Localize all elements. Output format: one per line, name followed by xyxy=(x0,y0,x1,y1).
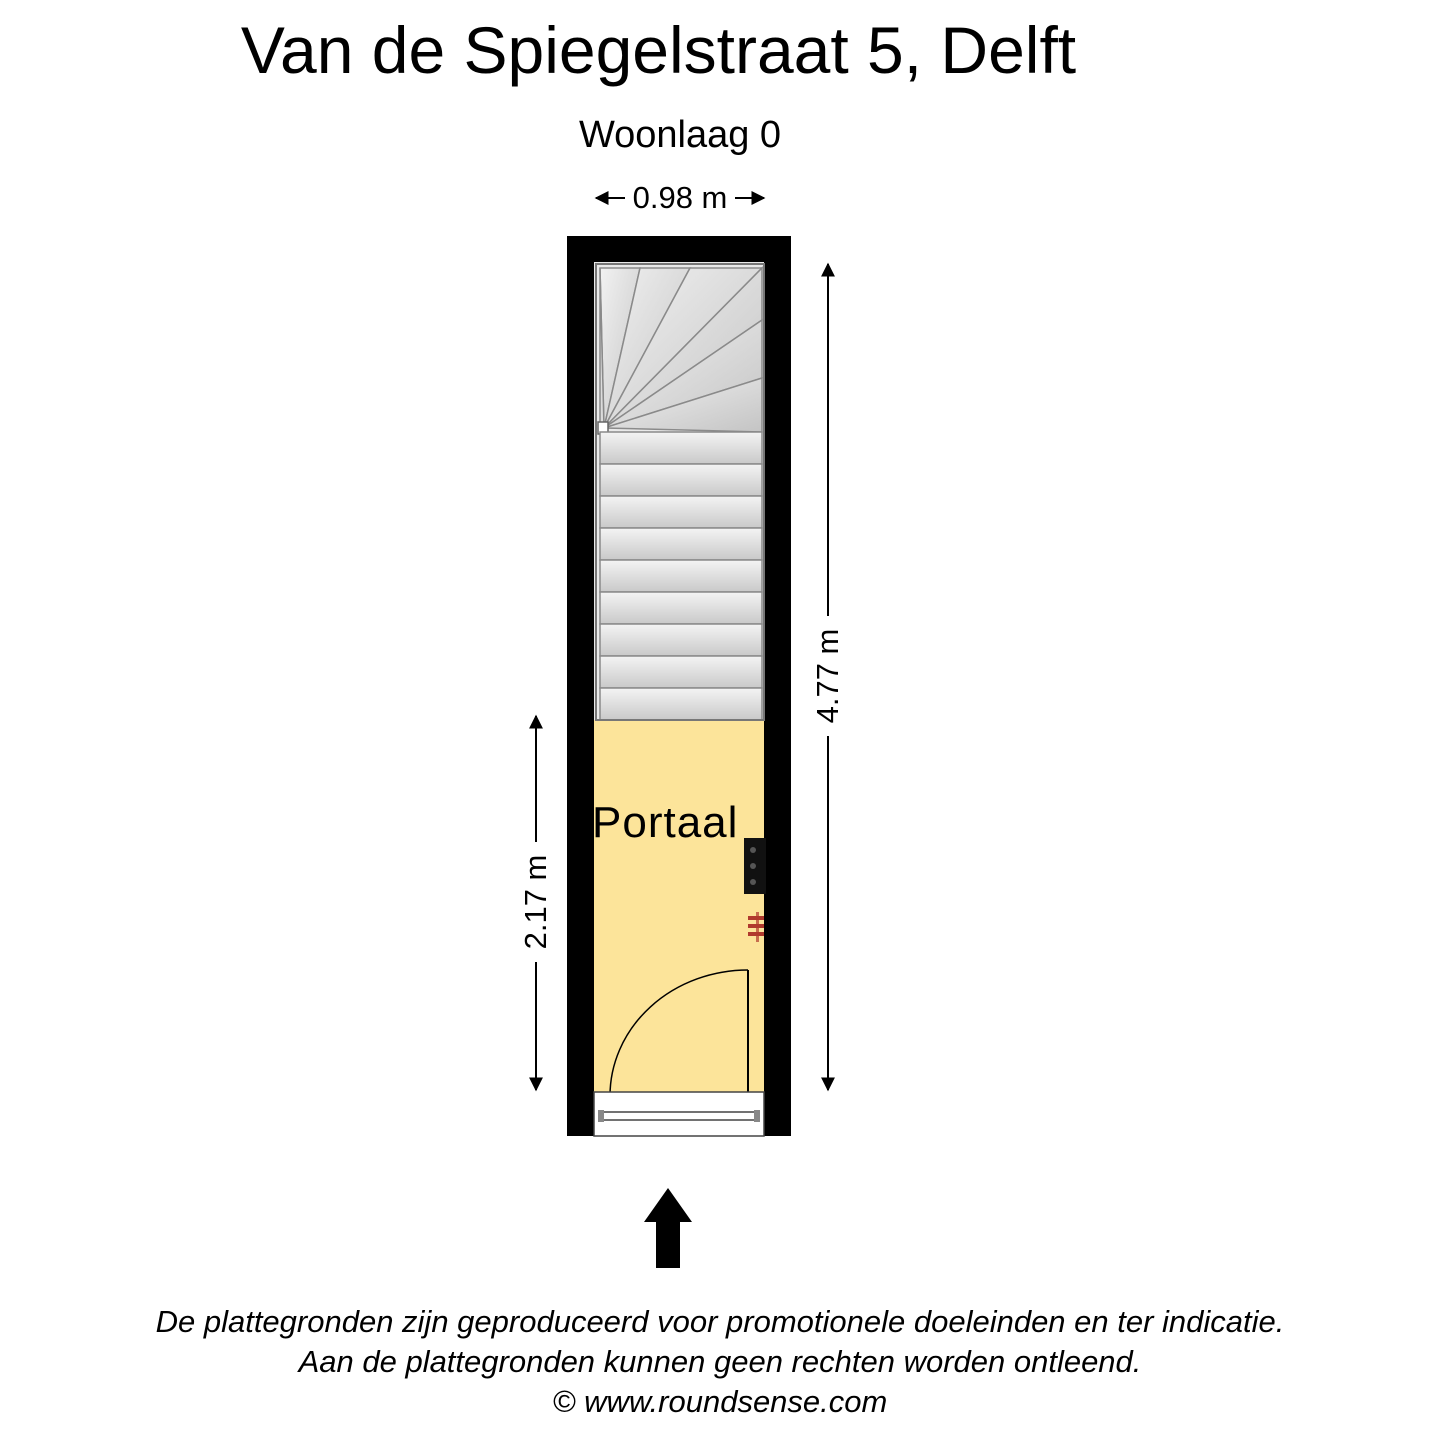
page-title: Van de Spiegelstraat 5, Delft xyxy=(240,13,1077,87)
up-arrow-icon xyxy=(644,1188,692,1268)
copyright-link[interactable]: © www.roundsense.com xyxy=(552,1384,888,1419)
electric-meter-icon xyxy=(744,838,766,894)
dimension-height-right-label: 4.77 m xyxy=(810,616,846,736)
disclaimer-line-2: Aan de plattegronden kunnen geen rechten worden ontleend. xyxy=(298,1344,1142,1379)
room-label-portaal: Portaal xyxy=(592,798,739,847)
dimension-height-left-label: 2.17 m xyxy=(518,842,554,962)
staircase xyxy=(594,262,764,720)
dimension-width-label: 0.98 m xyxy=(625,178,735,218)
floor-label: Woonlaag 0 xyxy=(578,114,782,156)
dimension-width xyxy=(600,178,760,218)
disclaimer xyxy=(0,1302,1440,1422)
disclaimer-line-1: De plattegronden zijn geproduceerd voor promotionele doeleinden en ter indicatie. xyxy=(155,1304,1285,1339)
